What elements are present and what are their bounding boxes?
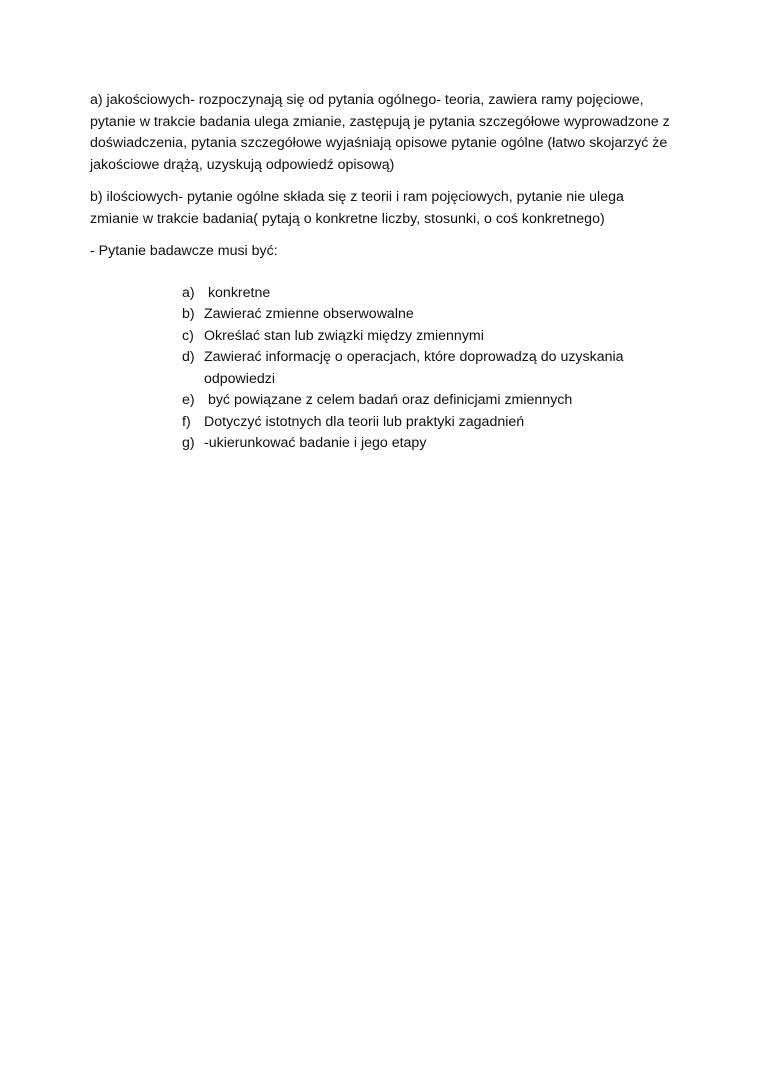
list-item bbox=[182, 347, 652, 390]
text-line: doświadczenia, pytania szczegółowe wyjaśniają opisowe pytanie ogólne (łatwo skojarzyć że bbox=[90, 135, 668, 151]
text-line: Określać stan lub związki między zmiennymi bbox=[204, 327, 484, 344]
paragraph-qualitative bbox=[90, 90, 670, 176]
text-line: -ukierunkować badanie i jego etapy bbox=[204, 435, 427, 451]
text-line: odpowiedzi bbox=[204, 370, 275, 387]
text-line: być powiązane z celem badań oraz definicjami zmiennych bbox=[204, 392, 573, 408]
text-line: a) jakościowych- rozpoczynają się od pytania ogólnego- teoria, zawiera ramy pojęciowe, bbox=[90, 92, 644, 108]
list-marker: g) bbox=[182, 435, 195, 451]
paragraph-requirements-heading bbox=[90, 241, 670, 263]
list-item-text bbox=[204, 412, 652, 434]
text-line: zmianie w trakcie badania( pytają o konkretne liczby, stosunki, o coś konkretnego) bbox=[90, 210, 605, 227]
requirements-list bbox=[182, 283, 652, 455]
text-line: Zawierać informację o operacjach, które doprowadzą do uzyskania bbox=[204, 349, 624, 365]
text-line: jakościowe drążą, uzyskują odpowiedź opisową) bbox=[90, 156, 395, 173]
text-line: - Pytanie badawcze musi być: bbox=[90, 243, 278, 259]
list-marker: a) bbox=[182, 284, 195, 301]
list-item bbox=[182, 326, 652, 348]
list-item bbox=[182, 412, 652, 434]
document-body bbox=[90, 90, 670, 455]
text-line: pytanie w trakcie badania ulega zmianie, zastępują je pytania szczegółowe wyprowadzone z bbox=[90, 113, 670, 130]
text-line: Zawierać zmienne obserwowalne bbox=[204, 306, 414, 322]
list-marker: f) bbox=[182, 413, 191, 430]
list-item bbox=[182, 283, 652, 305]
list-marker: c) bbox=[182, 327, 194, 344]
list-item bbox=[182, 433, 652, 455]
list-item-text bbox=[204, 304, 652, 326]
text-line: Dotyczyć istotnych dla teorii lub praktyki zagadnień bbox=[204, 413, 525, 430]
text-line: b) ilościowych- pytanie ogólne składa się z teorii i ram pojęciowych, pytanie nie ulega bbox=[90, 189, 624, 205]
list-item-text bbox=[204, 326, 652, 348]
list-item bbox=[182, 304, 652, 326]
list-marker: b) bbox=[182, 306, 195, 322]
list-item-text bbox=[204, 347, 652, 390]
list-item-text bbox=[204, 283, 652, 305]
text-line: konkretne bbox=[204, 284, 271, 301]
list-marker: e) bbox=[182, 392, 195, 408]
list-marker: d) bbox=[182, 349, 195, 365]
list-item-text bbox=[204, 390, 652, 412]
paragraph-quantitative bbox=[90, 187, 670, 230]
list-item-text bbox=[204, 433, 652, 455]
list-item bbox=[182, 390, 652, 412]
